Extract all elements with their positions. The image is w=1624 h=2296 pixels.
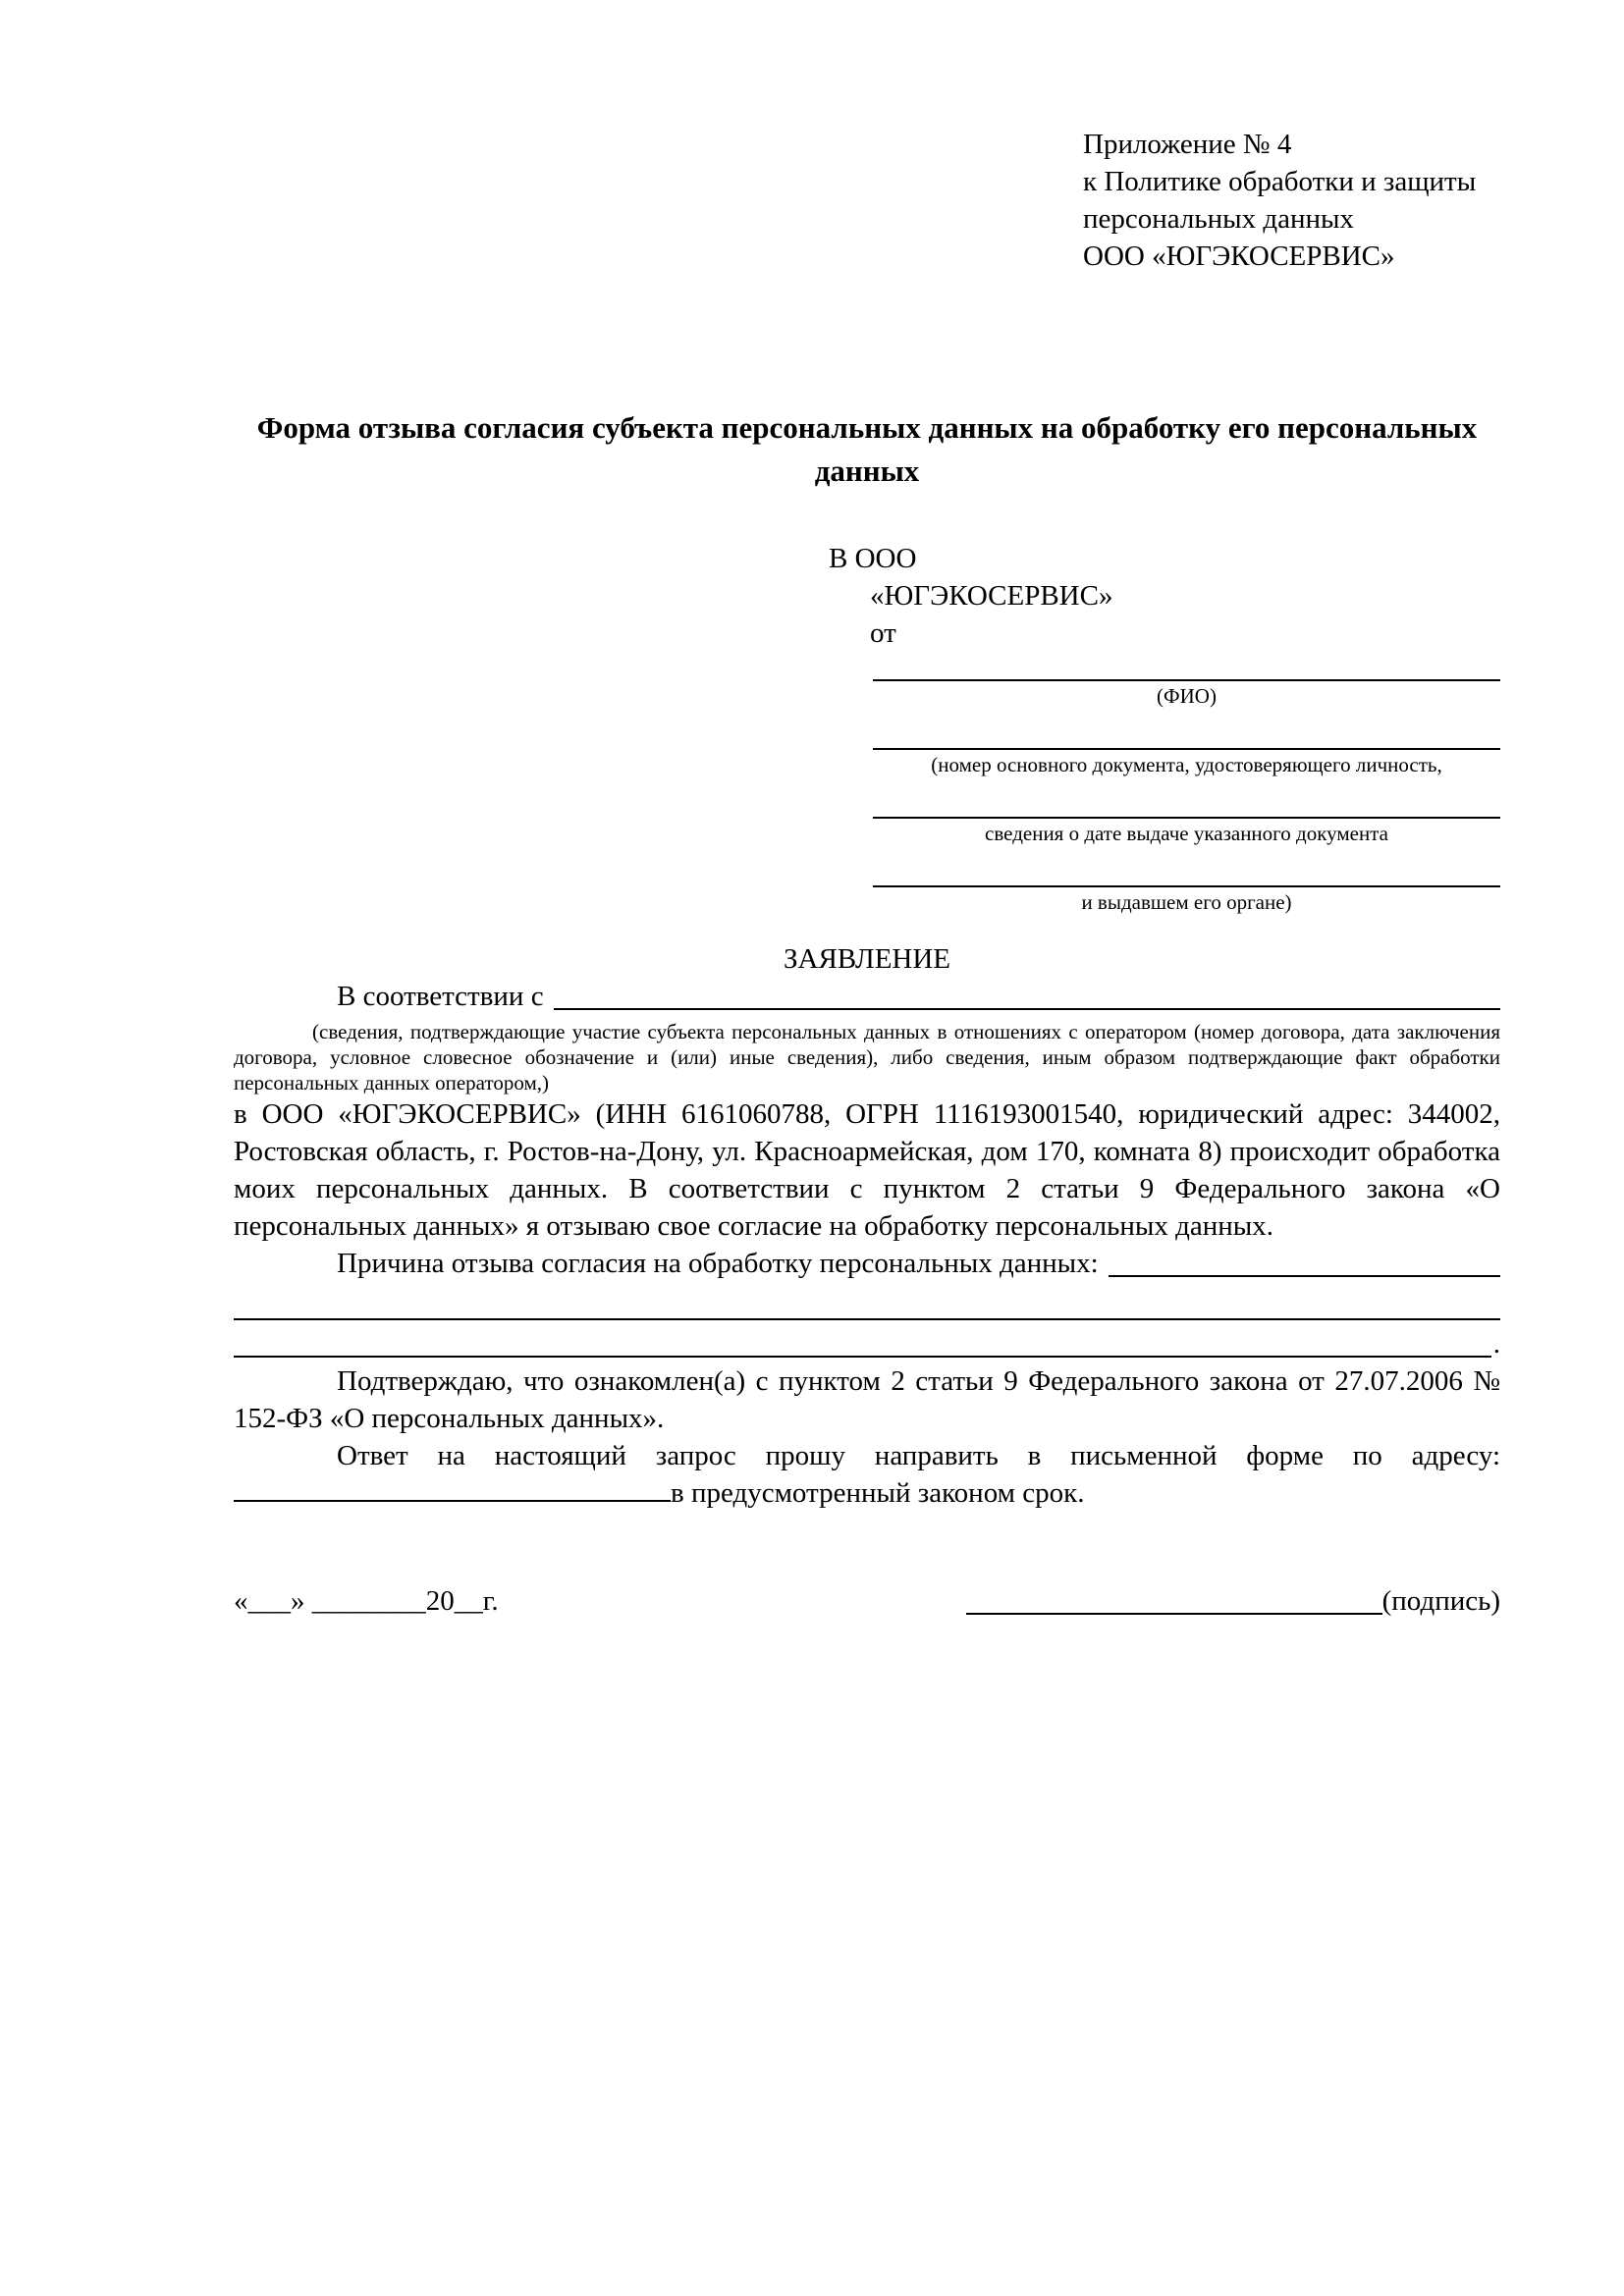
doc-number-field [873,721,1500,777]
operator-paragraph: в ООО «ЮГЭКОСЕРВИС» (ИНН 6161060788, ОГРН 1116193001540, юридический адрес: 344002, Ростовская область, г. Ростов-на-Дону, ул. Красноармейская, дом 170, комната 8) происходит обработка моих персональных данных. В соответствии с пунктом 2 статьи 9 Федерального закона «О персональных данных» я отзываю свое согласие на обработку персональных данных. [234,1098,1500,1242]
appendix-line: персональных данных [1083,203,1355,235]
doc-number-field-line [873,721,1500,750]
reason-blank-field-line [234,1356,1491,1358]
signature-caption: (подпись) [1381,1585,1500,1617]
accordance-note: (сведения, подтверждающие участие субъекта персональных данных в отношениях с оператором (номер договора, дата заключения договора, условное словесное обозначение и (или) иные сведения), либо сведения, иным образом подтверждающие факт обработки персональных данных оператором,) [234,1020,1500,1095]
appendix-line: Приложение № 4 [1083,129,1292,160]
appendix-block [1083,126,1500,275]
addressee-to: В ООО [829,543,917,574]
issue-org-field-line [873,858,1500,887]
issue-org-field [873,858,1500,915]
fio-field-line [873,652,1500,681]
addressee-block [829,540,1500,915]
accordance-prefix: В соответствии с [337,981,544,1012]
reason-blank-row-2 [234,1325,1500,1362]
reason-blank-field-line [234,1318,1500,1320]
issue-org-field-caption: и выдавшем его органе) [1081,890,1292,914]
accordance-row [234,978,1500,1015]
reply-blank-field [234,1499,671,1502]
reason-prefix: Причина отзыва согласия на обработку персональных данных: [337,1248,1099,1279]
issue-date-field [873,789,1500,846]
statement-heading: ЗАЯВЛЕНИЕ [783,943,951,975]
document-title: Форма отзыва согласия субъекта персональных данных на обработку его персональных данных [256,410,1478,488]
confirm-paragraph: Подтверждаю, что ознакомлен(а) с пунктом 2 статьи 9 Федерального закона от 27.07.2006 № 152-ФЗ «О персональных данных». [234,1365,1500,1434]
appendix-line: ООО «ЮГЭКОСЕРВИС» [1083,240,1395,272]
accordance-blank-field [554,1008,1500,1010]
signature-field-line [966,1612,1382,1615]
addressee-org: «ЮГЭКОСЕРВИС» [870,580,1113,612]
fio-field-caption: (ФИО) [1157,684,1217,708]
reason-blank-row-1 [234,1288,1500,1325]
reason-blank-field [1109,1275,1500,1277]
doc-number-field-caption: (номер основного документа, удостоверяющего личность, [931,753,1442,776]
issue-date-field-line [873,789,1500,819]
addressee-from: от [870,617,896,649]
reason-terminator: . [1492,1328,1500,1360]
signature-area [966,1582,1500,1620]
reason-row [234,1245,1500,1282]
fio-field [873,652,1500,709]
date-blank-field: «___» ________20__г. [234,1585,499,1617]
signature-row [234,1582,1500,1620]
appendix-line: к Политике обработки и защиты [1083,166,1477,197]
reply-suffix: в предусмотренный законом срок. [671,1477,1085,1509]
issue-date-field-caption: сведения о дате выдаче указанного документа [985,822,1388,845]
reply-prefix: Ответ на настоящий запрос прошу направить в письменной форме по адресу: [337,1440,1500,1471]
reply-paragraph [234,1437,1500,1512]
